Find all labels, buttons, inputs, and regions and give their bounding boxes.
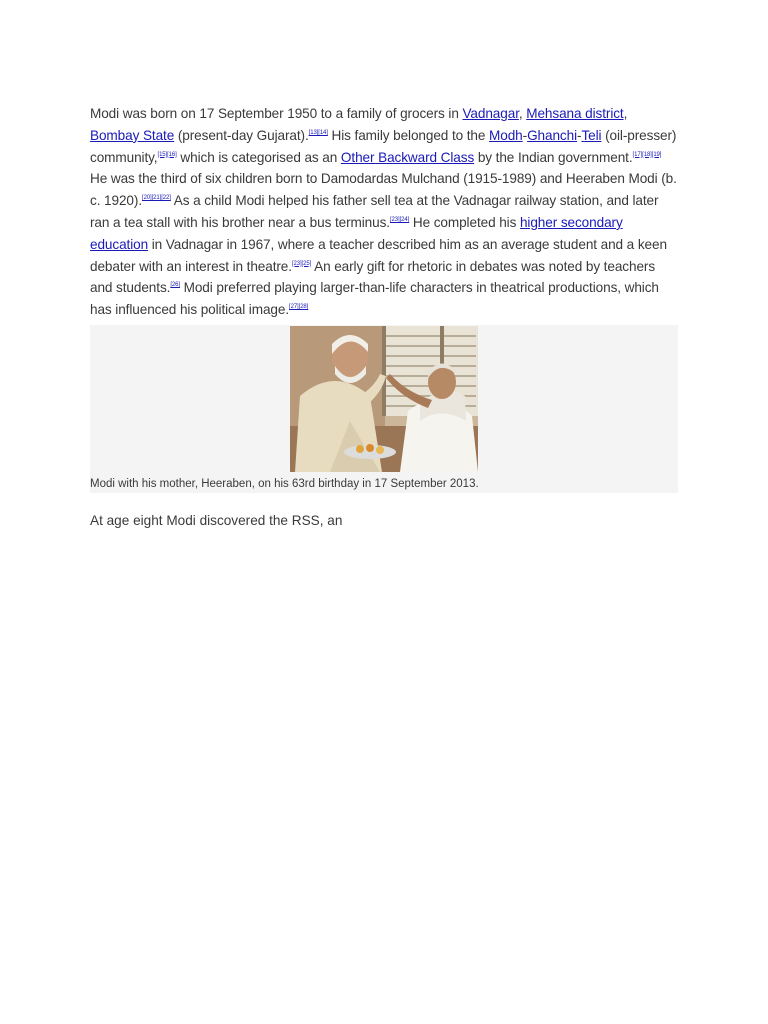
photo-modi-with-mother[interactable] — [290, 326, 478, 472]
citation-ref[interactable]: [13][14] — [308, 129, 328, 136]
text-run: (oil-presser) community, — [90, 127, 677, 165]
photo-caption: Modi with his mother, Heeraben, on his 63rd birthday in 17 September 2013. — [90, 478, 479, 490]
photo-illustration — [290, 326, 478, 472]
text-run: He completed his — [409, 214, 520, 230]
text-run: in Vadnagar in 1967, where a teacher described him as an average student and a keen debater with an interest in theatre. — [90, 236, 667, 274]
photo-figure — [90, 325, 678, 493]
link-ghanchi[interactable]: Ghanchi — [527, 127, 578, 143]
link-higher-secondary-education[interactable]: higher secondary education — [90, 214, 623, 252]
link-modh[interactable]: Modh — [489, 127, 523, 143]
text-run: by the Indian government. — [474, 149, 633, 165]
text-run: An early gift for rhetoric in debates was noted by teachers and students. — [90, 258, 656, 296]
citation-ref[interactable]: [20][21][22] — [142, 195, 171, 202]
text-run: (present-day Gujarat). — [174, 127, 309, 143]
text-run: which is categorised as an — [176, 149, 341, 165]
citation-ref[interactable]: [23][25] — [291, 260, 312, 267]
citation-ref[interactable]: [15][16] — [157, 151, 177, 158]
text-run: , — [623, 106, 628, 121]
citation-ref[interactable]: [17][18][19] — [632, 151, 662, 158]
text-run: Modi preferred playing larger-than-life characters in theatrical productions, which has influenced his political image. — [90, 280, 659, 318]
link-bombay-state[interactable]: Bombay State — [90, 127, 175, 143]
biography-paragraph — [90, 103, 680, 321]
text-run: Modi was born on 17 September 1950 to a family of grocers in — [90, 106, 463, 121]
link-vadnagar[interactable]: Vadnagar — [462, 106, 519, 121]
paragraph-rss: At age eight Modi discovered the RSS, an — [90, 513, 343, 528]
link-other-backward-class[interactable]: Other Backward Class — [340, 149, 475, 165]
text-run: , — [518, 106, 527, 121]
link-teli[interactable]: Teli — [581, 127, 602, 143]
text-run: As a child Modi helped his father sell tea at the Vadnagar railway station, and later ran a tea stall with his brother near a bus terminus. — [90, 193, 659, 230]
text-run: - — [577, 127, 582, 143]
text-run: - — [522, 127, 528, 143]
text-run: He was the third of six children born to Damodardas Mulchand (1915-1989) and Heeraben Modi (b. c. 1920). — [90, 171, 677, 209]
text-run: His family belonged to the — [327, 127, 490, 143]
citation-ref[interactable]: [23][24] — [389, 216, 410, 223]
link-mehsana-district[interactable]: Mehsana district — [526, 106, 624, 121]
citation-ref[interactable]: [27][28] — [289, 304, 309, 311]
citation-ref[interactable]: [26] — [170, 282, 180, 289]
